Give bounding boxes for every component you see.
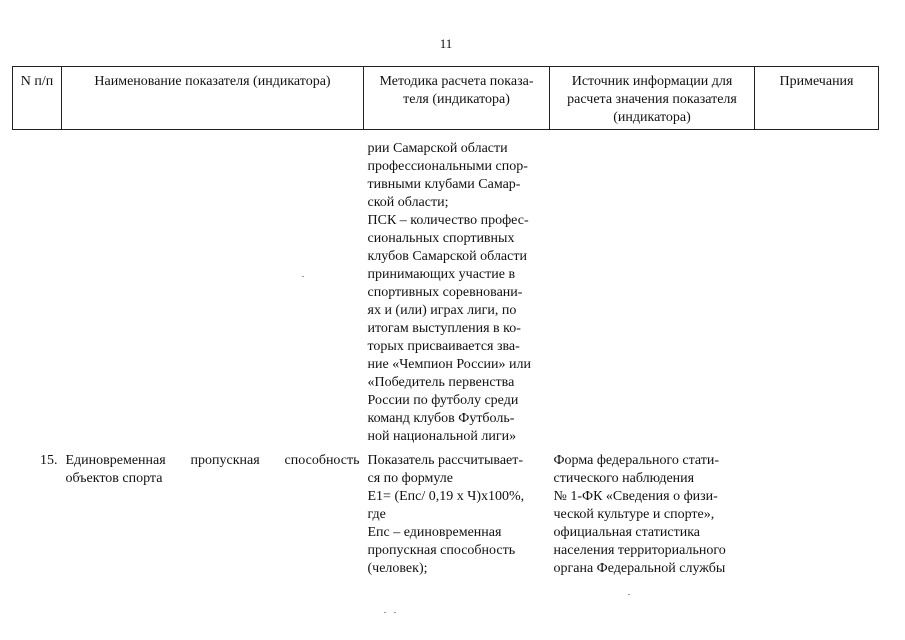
name-word: пропускная xyxy=(190,453,260,468)
source-line: населения территориального xyxy=(553,543,726,558)
method-line: Епс – единовременная xyxy=(367,525,502,540)
method-line: команд клубов Футболь- xyxy=(367,411,515,426)
method-line: где xyxy=(367,507,386,522)
name-word: Единовременная xyxy=(65,453,166,468)
scan-speck xyxy=(384,612,386,613)
header-line: N п/п xyxy=(20,74,54,89)
cell-name xyxy=(62,446,364,578)
name-line xyxy=(66,452,360,470)
scan-speck xyxy=(394,612,396,613)
cell-method xyxy=(364,446,550,578)
method-line: спортивных соревновани- xyxy=(367,285,523,300)
cell-number: 15. xyxy=(40,453,58,468)
method-line: ПСК – количество профес- xyxy=(367,213,529,228)
method-line: «Победитель первенства xyxy=(367,375,515,390)
method-line: тивными клубами Самар- xyxy=(367,177,521,192)
header-line: Источник информации для xyxy=(571,74,733,89)
header-information-source xyxy=(550,67,755,130)
method-line: принимающих участие в xyxy=(367,267,516,282)
header-line: теля (индикатора) xyxy=(403,92,510,107)
method-line: профессиональными спор- xyxy=(367,159,528,174)
table-header-row xyxy=(13,67,879,130)
cell-name xyxy=(62,130,364,447)
table-row-continuation xyxy=(13,130,879,447)
header-notes xyxy=(755,67,879,130)
header-line: Наименование показателя (индикатора) xyxy=(94,74,331,89)
name-line: объектов спорта xyxy=(65,471,163,486)
header-calculation-method xyxy=(364,67,550,130)
header-number xyxy=(13,67,62,130)
cell-notes xyxy=(755,130,879,447)
scan-speck xyxy=(628,594,630,595)
header-indicator-name xyxy=(62,67,364,130)
source-line: № 1-ФК «Сведения о физи- xyxy=(553,489,718,504)
method-line: Показатель рассчитывает- xyxy=(367,453,524,468)
method-line: пропускная способность xyxy=(367,543,516,558)
method-line: клубов Самарской области xyxy=(367,249,527,264)
source-line: стического наблюдения xyxy=(553,471,695,486)
indicators-table xyxy=(12,66,879,578)
method-line: торых присваивается зва- xyxy=(367,339,520,354)
cell-number xyxy=(13,130,62,447)
method-line: ной национальной лиги» xyxy=(367,429,517,444)
header-line: расчета значения показателя xyxy=(567,92,737,107)
source-line: Форма федерального стати- xyxy=(553,453,719,468)
page-number: 11 xyxy=(439,36,453,51)
method-line: ние «Чемпион России» или xyxy=(367,357,532,372)
header-line: Методика расчета показа- xyxy=(379,74,534,89)
cell-method xyxy=(364,130,550,447)
source-line: органа Федеральной службы xyxy=(553,561,726,576)
source-line: ческой культуре и спорте», xyxy=(553,507,715,522)
method-line: итогам выступления в ко- xyxy=(367,321,521,336)
method-line: сиональных спортивных xyxy=(367,231,515,246)
method-line: ях и (или) играх лиги, по xyxy=(367,303,517,318)
method-line: ся по формуле xyxy=(367,471,453,486)
header-line: Примечания xyxy=(779,74,854,89)
cell-source xyxy=(550,130,755,447)
cell-notes xyxy=(755,446,879,578)
method-line: (человек); xyxy=(367,561,428,576)
method-line: России по футболу среди xyxy=(367,393,519,408)
method-line: рии Самарской области xyxy=(367,141,508,156)
name-word: способность xyxy=(284,453,360,468)
source-line: официальная статистика xyxy=(553,525,700,540)
method-line: Е1= (Епс/ 0,19 х Ч)х100%, xyxy=(367,489,525,504)
table-row-15 xyxy=(13,446,879,578)
cell-source xyxy=(550,446,755,578)
scan-speck xyxy=(302,276,304,277)
header-line: (индикатора) xyxy=(613,110,691,125)
method-line: ской области; xyxy=(367,195,449,210)
